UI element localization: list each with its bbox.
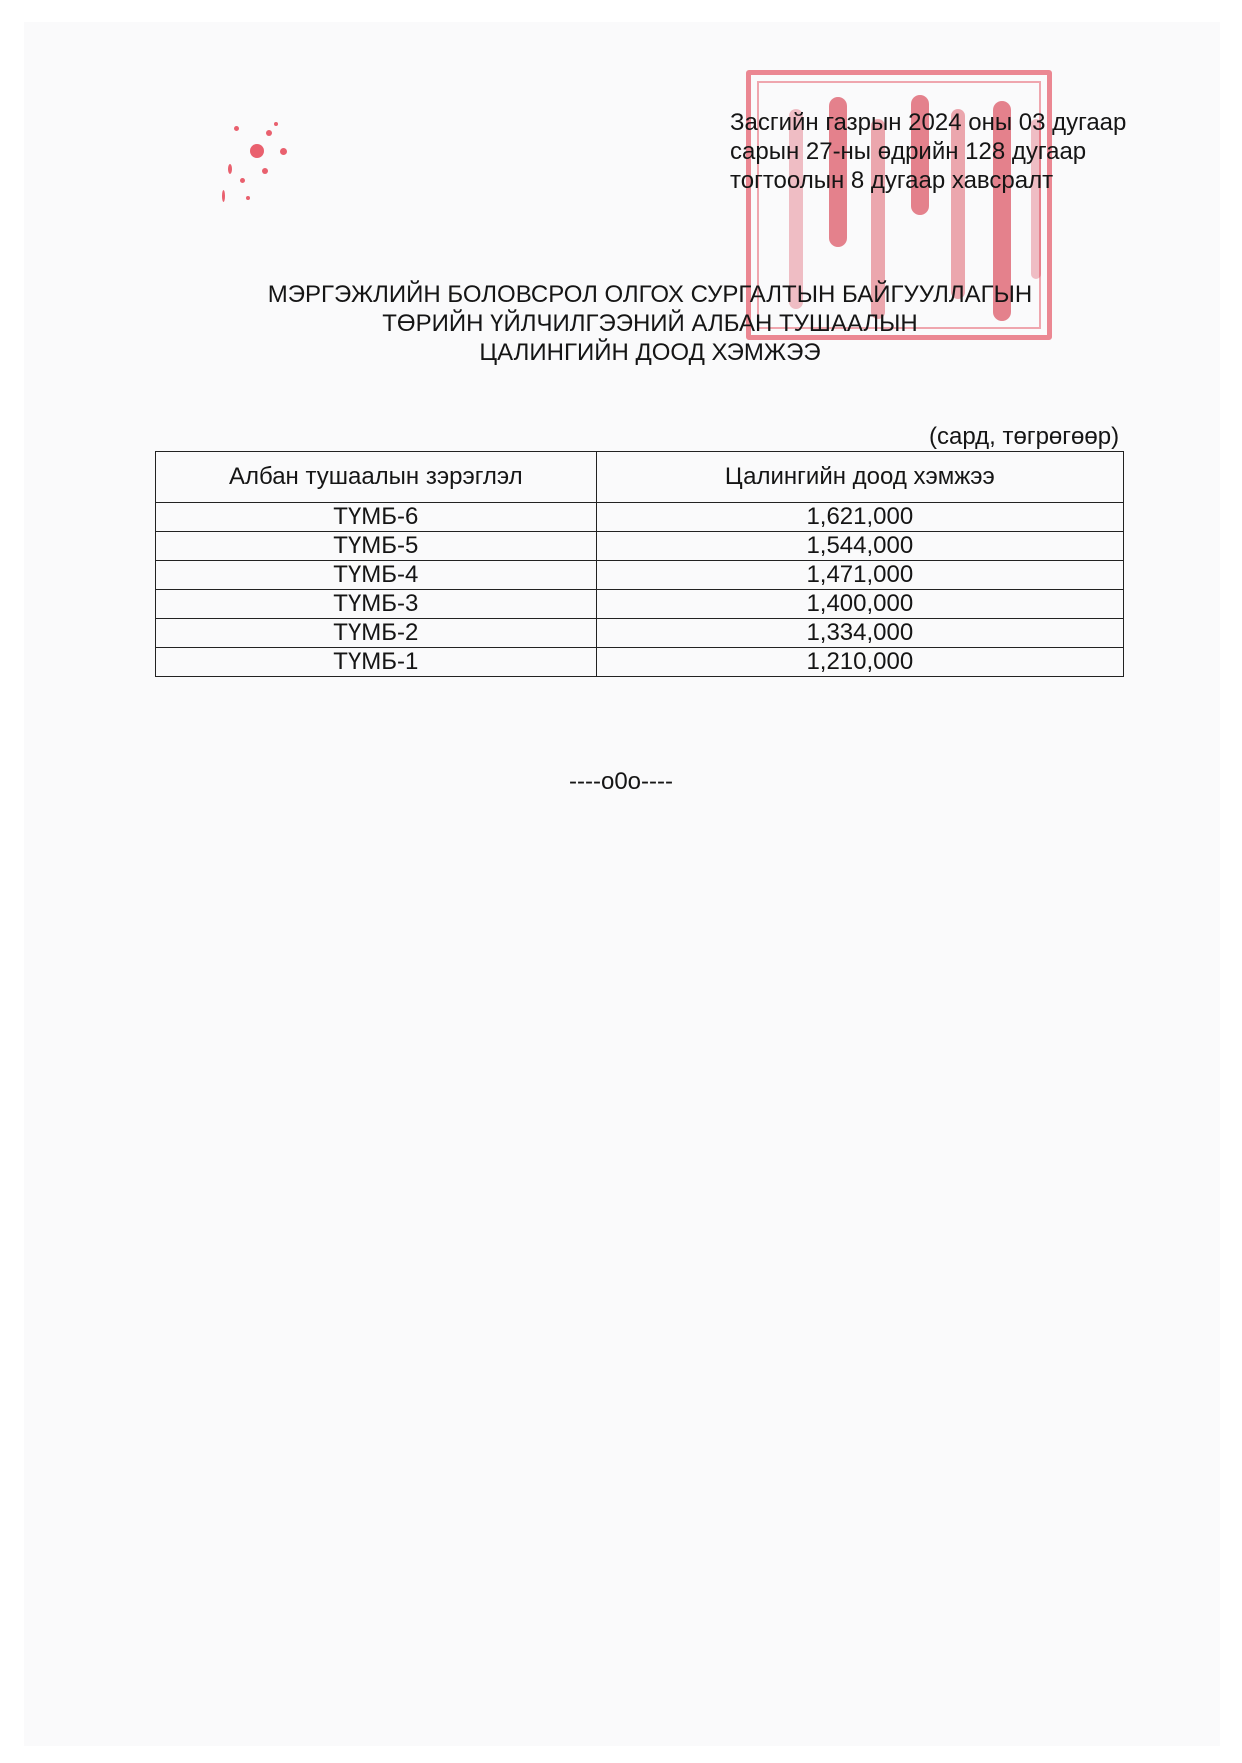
- table-row: [156, 561, 1124, 590]
- title-line: ТӨРИЙН ҮЙЛЧИЛГЭЭНИЙ АЛБАН ТУШААЛЫН: [382, 310, 918, 337]
- wage-cell: 1,621,000: [596, 503, 1123, 532]
- annex-line: сарын 27-ны өдрийн 128 дугаар: [730, 138, 1087, 165]
- header-rank: Албан тушаалын зэрэглэл: [156, 452, 597, 503]
- rank-cell: ТҮМБ-2: [156, 619, 597, 648]
- rank-cell: ТҮМБ-5: [156, 532, 597, 561]
- wage-cell: 1,471,000: [596, 561, 1123, 590]
- rank-cell: ТҮМБ-3: [156, 590, 597, 619]
- wage-cell: 1,210,000: [596, 648, 1123, 677]
- red-seal-mark: [222, 118, 312, 218]
- table-header-row: [156, 452, 1124, 503]
- title-line: ЦАЛИНГИЙН ДООД ХЭМЖЭЭ: [479, 339, 821, 366]
- table-row: [156, 590, 1124, 619]
- table-row: [156, 532, 1124, 561]
- wage-cell: 1,400,000: [596, 590, 1123, 619]
- rank-cell: ТҮМБ-6: [156, 503, 597, 532]
- table-row: [156, 503, 1124, 532]
- wage-cell: 1,544,000: [596, 532, 1123, 561]
- rank-cell: ТҮМБ-4: [156, 561, 597, 590]
- end-mark: ----o0o----: [569, 768, 673, 795]
- annex-line: тогтоолын 8 дугаар хавсралт: [730, 167, 1054, 194]
- wage-table: [155, 451, 1124, 677]
- table-row: [156, 648, 1124, 677]
- annex-reference: [730, 108, 1126, 195]
- title-line: МЭРГЭЖЛИЙН БОЛОВСРОЛ ОЛГОХ СУРГАЛТЫН БАЙГУУЛЛАГЫН: [267, 281, 1033, 308]
- rank-cell: ТҮМБ-1: [156, 648, 597, 677]
- wage-cell: 1,334,000: [596, 619, 1123, 648]
- header-min-wage: Цалингийн доод хэмжээ: [596, 452, 1123, 503]
- unit-note: (сард, төгрөгөөр): [929, 423, 1120, 450]
- table-row: [156, 619, 1124, 648]
- annex-line: Засгийн газрын 2024 оны 03 дугаар: [730, 109, 1127, 136]
- document-title: [140, 280, 1160, 367]
